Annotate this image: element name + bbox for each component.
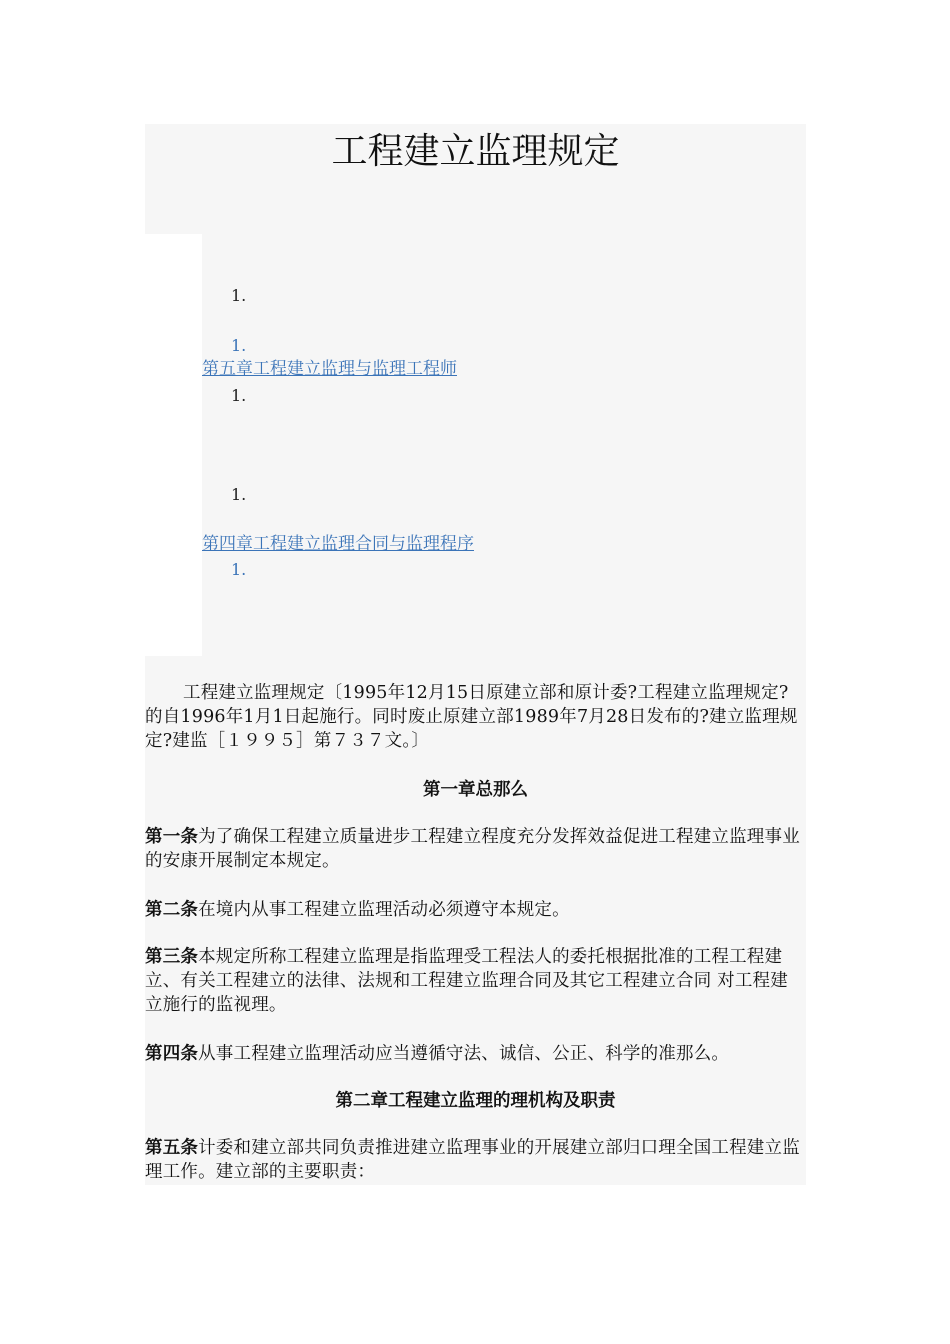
- article-3: [145, 945, 800, 1017]
- toc-link-chapter-4[interactable]: 第四章工程建立监理合同与监理程序: [202, 534, 474, 554]
- toc-background: [202, 234, 806, 656]
- toc-link-chapter-5[interactable]: 第五章工程建立监理与监理工程师: [202, 359, 457, 379]
- chapter-2-heading: 第二章工程建立监理的理机构及职责: [335, 1091, 616, 1111]
- chapter-1-heading: 第一章总那么: [423, 780, 528, 800]
- toc-number-3: 1.: [231, 386, 247, 405]
- article-3-text: 本规定所称工程建立监理是指监理受工程法人的委托根据批准的工程工程建立、有关工程建立的法律、法规和工程建立监理合同及其它工程建立合同 对工程建立施行的监视理。: [145, 947, 788, 1015]
- article-2-label: 第二条: [145, 900, 199, 920]
- article-2: [145, 898, 800, 922]
- article-1: [145, 825, 800, 873]
- article-5-text: 计委和建立部共同负责推进建立监理事业的开展建立部归口理全国工程建立监理工作。建立部的主要职责：: [145, 1138, 800, 1182]
- article-5: [145, 1136, 800, 1184]
- toc-number-4: 1.: [231, 485, 247, 504]
- document-title: 工程建立监理规定: [331, 131, 620, 172]
- article-1-text: 为了确保工程建立质量进步工程建立程度充分发挥效益促进工程建立监理事业的安康开展制定本规定。: [145, 827, 800, 871]
- toc-number-1: 1.: [231, 286, 247, 305]
- article-4: [145, 1042, 800, 1066]
- article-5-label: 第五条: [145, 1138, 199, 1158]
- article-4-label: 第四条: [145, 1044, 199, 1064]
- toc-number-5: 1.: [231, 560, 247, 579]
- intro-paragraph: 工程建立监理规定〔1995年12月15日原建立部和原计委?工程建立监理规定?的自1996年1月1日起施行。同时废止原建立部1989年7月28日发布的?建立监理规定?建监［１９９５］第７３７文。〕: [145, 683, 798, 751]
- article-2-text: 在境内从事工程建立监理活动必须遵守本规定。: [198, 900, 570, 920]
- article-3-label: 第三条: [145, 947, 199, 967]
- article-4-text: 从事工程建立监理活动应当遵循守法、诚信、公正、科学的准那么。: [198, 1044, 730, 1064]
- article-1-label: 第一条: [145, 827, 199, 847]
- toc-number-2: 1.: [231, 336, 247, 355]
